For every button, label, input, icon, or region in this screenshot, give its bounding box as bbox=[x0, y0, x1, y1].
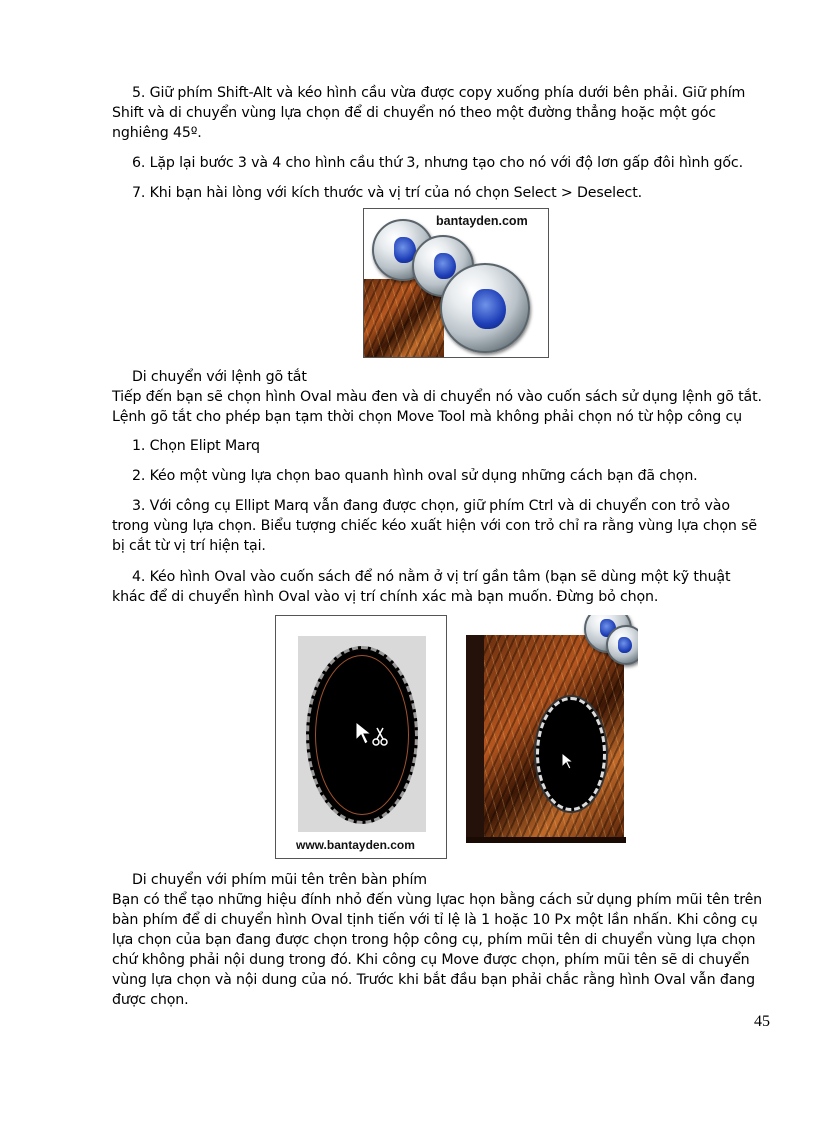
section-heading-shortcut: Di chuyển với lệnh gõ tắt bbox=[132, 369, 307, 385]
figure-spheres bbox=[363, 208, 549, 358]
section-heading-arrow-keys: Di chuyển với phím mũi tên trên bàn phím bbox=[132, 872, 427, 888]
page-number: 45 bbox=[754, 1013, 770, 1030]
sphere-corner bbox=[606, 625, 638, 665]
figure-brand-label: bantayden.com bbox=[436, 214, 528, 228]
figure-oval-selection bbox=[275, 615, 447, 859]
figure-brand-label: www.bantayden.com bbox=[296, 838, 415, 852]
paragraph-step-6: 6. Lặp lại bước 3 và 4 cho hình cầu thứ 3, nhưng tạo cho nó với độ lơn gấp đôi hình gốc. bbox=[132, 155, 743, 171]
paragraph-step-7: 7. Khi bạn hài lòng với kích thước và vị trí của nó chọn Select > Deselect. bbox=[132, 185, 642, 201]
sphere-large bbox=[440, 263, 530, 353]
paragraph-step-3: 3. Với công cụ Ellipt Marq vẫn đang được chọn, giữ phím Ctrl và di chuyển con trỏ vào trong vùng lựa chọn. Biểu tượng chiếc kéo xuất hiện với con trỏ chỉ ra rằng vùng lựa chọn sẽ bị cắt từ vị trí hiện tại. bbox=[112, 498, 757, 554]
book-edge bbox=[466, 837, 626, 843]
scissors-cursor-icon bbox=[354, 720, 388, 750]
figure-oval-on-book bbox=[466, 615, 638, 857]
paragraph-intro-arrow-keys: Bạn có thể tạo những hiệu đính nhỏ đến vùng lựac họn bằng cách sử dụng phím mũi tên trên bàn phím để di chuyển hình Oval tịnh tiến với tỉ lệ là 1 hoặc 10 Px một lần nhấn. Khi công cụ lựa chọn của bạn đang được chọn trong hộp công cụ, phím mũi tên di chuyển vùng lựa chọn chứ không phải nội dung trong đó. Khi công cụ Move được chọn, phím mũi tên sẽ di chuyển vùng lựa chọn và nội dung của nó. Trước khi bắt đầu bạn phải chắc rằng hình Oval vẫn đang được chọn. bbox=[112, 892, 762, 1008]
paragraph-step-5: 5. Giữ phím Shift-Alt và kéo hình cầu vừa được copy xuống phía dưới bên phải. Giữ phím Shift và di chuyển vùng lựa chọn để di chuyển nó theo một đường thẳng hoặc một góc nghiêng 45º. bbox=[112, 85, 746, 141]
paragraph-step-1: 1. Chọn Elipt Marq bbox=[132, 438, 260, 454]
paragraph-step-2: 2. Kéo một vùng lựa chọn bao quanh hình oval sử dụng những cách bạn đã chọn. bbox=[132, 468, 698, 484]
continent-shape bbox=[472, 289, 506, 329]
paragraph-intro-shortcut: Tiếp đến bạn sẽ chọn hình Oval màu đen và di chuyển nó vào cuốn sách sử dụng lệnh gõ tắt. Lệnh gõ tắt cho phép bạn tạm thời chọn Move Tool mà không phải chọn nó từ hộp công cụ bbox=[112, 389, 762, 425]
move-cursor-icon bbox=[560, 751, 576, 771]
book-spine bbox=[466, 635, 484, 837]
paragraph-step-4: 4. Kéo hình Oval vào cuốn sách để nó nằm ở vị trí gần tâm (bạn sẽ dùng một kỹ thuật khác để di chuyển hình Oval vào vị trí chính xác mà bạn muốn. Đừng bỏ chọn. bbox=[112, 569, 731, 605]
continent-shape bbox=[618, 637, 632, 653]
